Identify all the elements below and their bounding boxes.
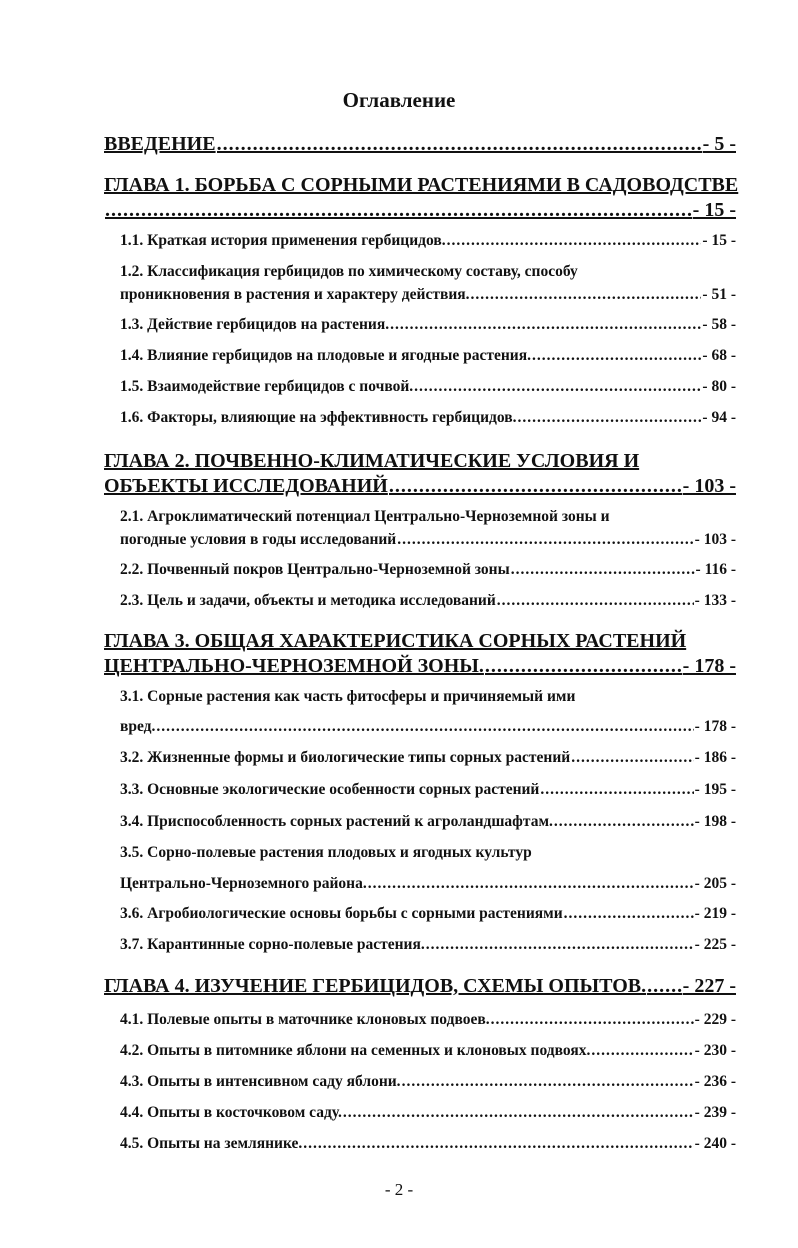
- page-number: - 2 -: [384, 1180, 414, 1199]
- toc-entry-3-5[interactable]: Центрально-Черноземного района. ..... - 205 -: [120, 875, 736, 893]
- toc-entry-3-6[interactable]: 3.6. Агробиологические основы борьбы с сорными растениями ..... - 219 -: [120, 905, 736, 923]
- dot-leader: [389, 475, 682, 498]
- toc-entry-4-2[interactable]: 4.2. Опыты в питомнике яблони на семенных и клоновых подвоях. ..... - 230 -: [120, 1042, 736, 1060]
- toc-entry-1-1[interactable]: 1.1. Краткая история применения гербицидов. ..... - 15 -: [120, 232, 736, 250]
- dot-leader: [485, 655, 682, 678]
- dot-leader: [343, 1104, 694, 1122]
- toc-entry-1-5[interactable]: 1.5. Взаимодействие гербицидов с почвой. ..... - 80 -: [120, 378, 736, 396]
- dot-leader: [571, 749, 693, 767]
- toc-entry-4-3[interactable]: 4.3. Опыты в интенсивном саду яблони. ..... - 236 -: [120, 1073, 736, 1091]
- dot-leader: [647, 975, 682, 998]
- entry-page: - 15 -: [692, 199, 736, 221]
- toc-entry-chapter-1[interactable]: [104, 199, 736, 222]
- dot-leader: [368, 875, 694, 893]
- toc-entry-1-2[interactable]: проникновения в растения и характеру действия. ..... - 51 -: [120, 286, 736, 304]
- toc-entry-1-3[interactable]: 1.3. Действие гербицидов на растения. ..... - 58 -: [120, 316, 736, 334]
- toc-entry-3-3[interactable]: 3.3. Основные экологические особенности сорных растений ..... - 195 -: [120, 781, 736, 799]
- dot-leader: [591, 1042, 693, 1060]
- dot-leader: [156, 718, 693, 736]
- dot-leader: [414, 378, 701, 396]
- toc-entry-1-4[interactable]: 1.4. Влияние гербицидов на плодовые и ягодные растения. ..... - 68 -: [120, 347, 736, 365]
- chapter-2-title[interactable]: ГЛАВА 2. ПОЧВЕННО-КЛИМАТИЧЕСКИЕ УСЛОВИЯ И: [104, 450, 640, 472]
- dot-leader: [532, 347, 701, 365]
- chapter-1-title[interactable]: ГЛАВА 1. БОРЬБА С СОРНЫМИ РАСТЕНИЯМИ В САДОВОДСТВЕ: [104, 174, 739, 196]
- toc-entry-3-1[interactable]: вред. ..... - 178 -: [120, 718, 736, 736]
- toc-entry-4-4[interactable]: 4.4. Опыты в косточковом саду. ..... - 239 -: [120, 1104, 736, 1122]
- toc-entry-3-4[interactable]: 3.4. Приспособленность сорных растений к агроландшафтам. ..... - 198 -: [120, 813, 736, 831]
- dot-leader: [402, 1073, 694, 1091]
- dot-leader: [554, 813, 694, 831]
- toc-entry-chapter-3[interactable]: ЦЕНТРАЛЬНО-ЧЕРНОЗЕМНОЙ ЗОНЫ. ..... - 178 -: [104, 655, 736, 678]
- dot-leader: [303, 1135, 693, 1153]
- toc-entry-3-2[interactable]: 3.2. Жизненные формы и биологические типы сорных растений ..... - 186 -: [120, 749, 736, 767]
- dot-leader: [497, 592, 694, 610]
- toc-entry-4-1[interactable]: 4.1. Полевые опыты в маточнике клоновых подвоев. ..... - 229 -: [120, 1011, 736, 1029]
- toc-entry-chapter-2[interactable]: ОБЪЕКТЫ ИССЛЕДОВАНИЙ ..... - 103 -: [104, 475, 736, 498]
- entry-page: - 5 -: [702, 133, 736, 155]
- dot-leader: [217, 133, 702, 156]
- dot-leader: [105, 199, 692, 222]
- dot-leader: [426, 936, 694, 954]
- toc-entry-3-7[interactable]: 3.7. Карантинные сорно-полевые растения. ..... - 225 -: [120, 936, 736, 954]
- dot-leader: [390, 316, 701, 334]
- toc-entry-chapter-4[interactable]: ГЛАВА 4. ИЗУЧЕНИЕ ГЕРБИЦИДОВ, СХЕМЫ ОПЫТОВ. ..... - 227 -: [104, 975, 736, 998]
- toc-entry-intro[interactable]: [104, 133, 736, 156]
- toc-entry-3-5-line1[interactable]: 3.5. Сорно-полевые растения плодовых и ягодных культур: [120, 844, 532, 861]
- entry-label: ВВЕДЕНИЕ: [104, 133, 216, 155]
- dot-leader: [564, 905, 694, 923]
- toc-entry-1-2-line1[interactable]: 1.2. Классификация гербицидов по химическому составу, способу: [120, 263, 578, 280]
- dot-leader: [540, 781, 693, 799]
- toc-title: Оглавление: [342, 88, 456, 112]
- toc-entry-3-1-line1[interactable]: 3.1. Сорные растения как часть фитосферы и причиняемый ими: [120, 688, 576, 705]
- dot-leader: [511, 561, 695, 579]
- toc-entry-1-6[interactable]: 1.6. Факторы, влияющие на эффективность гербицидов. ..... - 94 -: [120, 409, 736, 427]
- dot-leader: [517, 409, 701, 427]
- dot-leader: [397, 531, 693, 549]
- chapter-3-title[interactable]: ГЛАВА 3. ОБЩАЯ ХАРАКТЕРИСТИКА СОРНЫХ РАСТЕНИЙ: [104, 630, 687, 652]
- dot-leader: [491, 1011, 694, 1029]
- toc-entry-2-1[interactable]: погодные условия в годы исследований ..... - 103 -: [120, 531, 736, 549]
- toc-entry-4-5[interactable]: 4.5. Опыты на землянике. ..... - 240 -: [120, 1135, 736, 1153]
- dot-leader: [471, 286, 702, 304]
- dot-leader: [447, 232, 702, 250]
- toc-entry-2-3[interactable]: 2.3. Цель и задачи, объекты и методика исследований ..... - 133 -: [120, 592, 736, 610]
- toc-entry-2-2[interactable]: 2.2. Почвенный покров Центрально-Черноземной зоны ..... - 116 -: [120, 561, 736, 579]
- toc-entry-2-1-line1[interactable]: 2.1. Агроклиматический потенциал Центрально-Черноземной зоны и: [120, 508, 610, 525]
